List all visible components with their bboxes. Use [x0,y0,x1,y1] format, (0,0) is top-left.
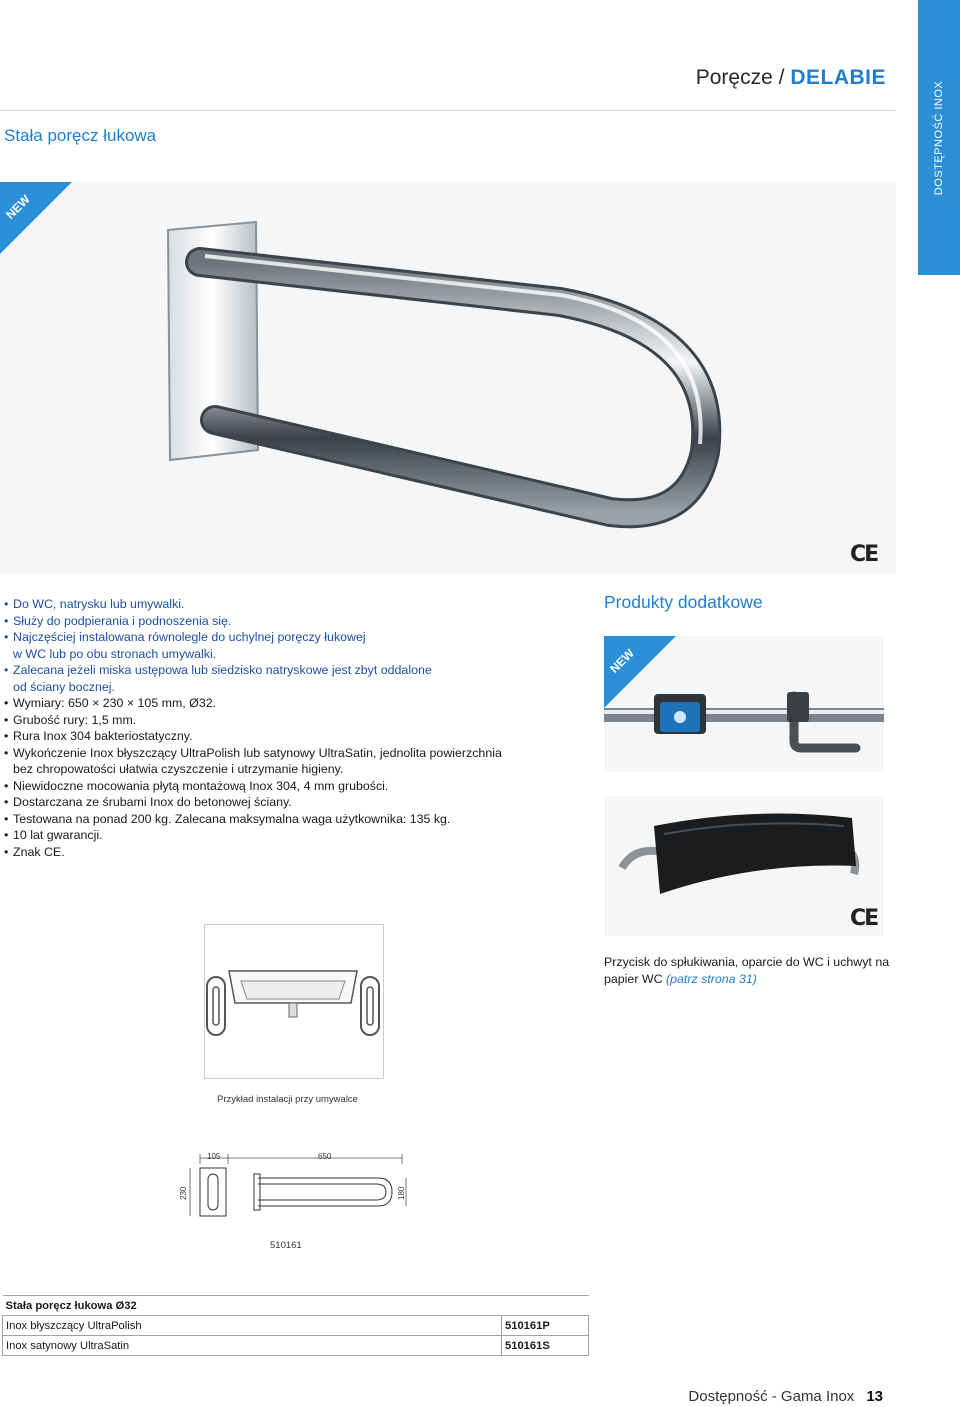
spec-table-header-row [3,1296,589,1316]
feature-item: • Zalecana jeżeli miska ustępowa lub siedzisko natryskowe jest zbyt oddalone [4,662,574,679]
backrest-illustration [604,796,884,936]
table-row [3,1336,589,1356]
flush-button-and-paper-holder-illustration [604,636,884,772]
grab-bar-illustration [0,182,896,574]
feature-item: • 10 lat gwarancji. [4,827,574,844]
page-header [696,66,886,90]
feature-item-continuation: od ściany bocznej. [13,679,115,694]
variant-name: Inox błyszczący UltraPolish [3,1316,502,1336]
accessories-title: Produkty dodatkowe [604,592,763,612]
new-badge: NEW [604,636,676,708]
ce-mark-icon: CE [850,542,878,567]
technical-drawing [170,1144,420,1224]
feature-item: • Rura Inox 304 bakteriostatyczny. [4,728,574,745]
washbasin-installation-illustration [205,925,383,1078]
product-title: Stała poręcz łukowa [4,126,157,145]
accessories-caption-text: Przycisk do spłukiwania, oparcie do WC i uchwyt na papier WC [604,955,890,986]
installation-caption: Przykład instalacji przy umywalce [217,1094,358,1105]
feature-item-continuation: bez chropowatości ułatwia czyszczenie i utrzymanie higieny. [13,762,344,776]
variant-code: 510161P [502,1316,589,1336]
feature-item: • Testowana na ponad 200 kg. Zalecana maksymalna waga użytkownika: 135 kg. [4,811,574,828]
feature-item: • Dostarczana ze śrubami Inox do betonowej ściany. [4,794,574,811]
variant-name: Inox satynowy UltraSatin [3,1336,502,1356]
ce-mark-icon: CE [850,906,878,931]
dimension-650: 650 [318,1152,332,1161]
dimension-230: 230 [179,1186,188,1200]
accessory-photo-backrest [604,796,884,936]
product-photo [0,182,896,574]
feature-item: • Do WC, natrysku lub umywalki. [4,596,574,613]
side-tab [918,0,960,275]
spec-table-header: Stała poręcz łukowa Ø32 [3,1296,589,1316]
dimension-180: 180 [397,1186,406,1200]
feature-item: • Służy do podpierania i podnoszenia się. [4,613,574,630]
header-divider [0,110,895,111]
footer-text: Dostępność - Gama Inox [688,1388,855,1405]
accessories-page-ref[interactable]: (patrz strona 31) [665,971,757,986]
feature-item: • Grubość rury: 1,5 mm. [4,712,574,729]
feature-item: • Niewidoczne mocowania płytą montażową Inox 304, 4 mm grubości. [4,778,574,795]
header-brand: DELABIE [790,66,886,89]
side-tab-label: DOSTĘPNOŚĆ INOX [933,80,945,195]
accessories-caption [604,954,904,987]
feature-item: • Najczęściej instalowana równolegle do uchylnej poręczy łukowej [4,629,574,646]
dimension-105: 105 [207,1152,221,1161]
accessory-photo-flush-paper [604,636,884,772]
feature-item: • Wymiary: 650 × 230 × 105 mm, Ø32. [4,695,574,712]
page-number: 13 [866,1388,883,1405]
dimension-drawing [170,1144,420,1224]
spec-table [2,1295,589,1356]
feature-item-continuation: w WC lub po obu stronach umywalki. [13,646,217,661]
feature-item: • Wykończenie Inox błyszczący UltraPolish lub satynowy UltraSatin, jednolita powierzchnia [4,745,574,762]
feature-item: • Znak CE. [4,844,574,861]
feature-list [4,596,574,860]
header-category: Poręcze / [695,66,785,89]
page-footer [688,1388,883,1405]
new-badge: NEW [0,182,72,254]
table-row [3,1316,589,1336]
installation-example-image [204,924,384,1079]
article-number: 510161 [270,1240,302,1251]
variant-code: 510161S [502,1336,589,1356]
